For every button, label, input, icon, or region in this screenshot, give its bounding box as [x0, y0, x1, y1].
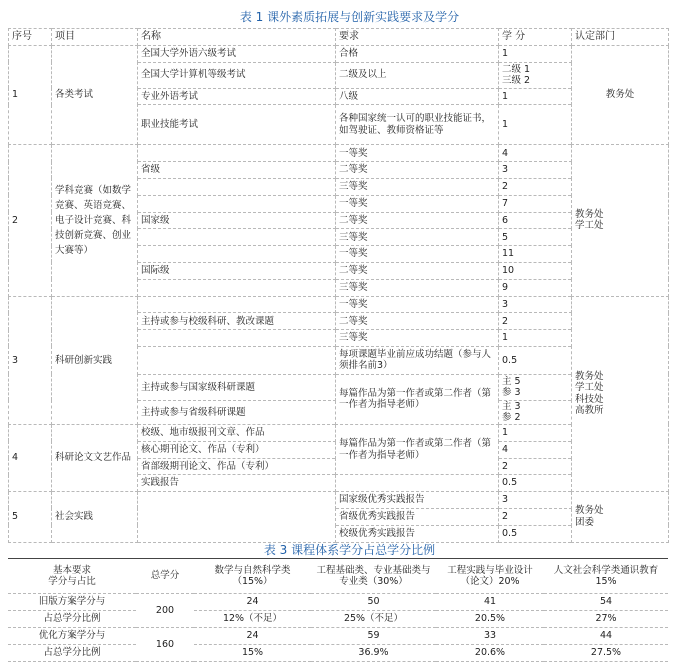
- row-req: 二等奖: [336, 313, 499, 330]
- row-name: [138, 229, 336, 246]
- row-req: 三等奖: [336, 330, 499, 347]
- header-dept: 认定部门: [572, 29, 669, 46]
- row-name: 核心期刊论文、作品（专利）: [138, 441, 336, 458]
- row-credit: 3: [499, 162, 572, 179]
- row-value: 25%（不足）: [311, 611, 436, 628]
- row-name: 国家级: [138, 212, 336, 229]
- table-row: [8, 628, 668, 645]
- row-item: 学科竞赛（如数学竞赛、英语竞赛、电子设计竞赛、科技创新竞赛、创业大赛等）: [52, 145, 138, 296]
- table-header-row: [8, 559, 668, 594]
- row-credit: 1: [499, 105, 572, 145]
- row-no: 1: [9, 45, 52, 145]
- row-req: 三等奖: [336, 178, 499, 195]
- row-dept: 教务处: [572, 45, 669, 145]
- header-total: 总学分: [136, 559, 194, 594]
- row-name: 专业外语考试: [138, 88, 336, 105]
- row-name: [138, 279, 336, 296]
- row-name: 实践报告: [138, 475, 336, 492]
- row-label: 旧版方案学分与: [8, 594, 136, 611]
- row-total: 200: [136, 594, 194, 628]
- row-name: 全国大学外语六级考试: [138, 45, 336, 62]
- header-no: 序号: [9, 29, 52, 46]
- header-col1: 数学与自然科学类（15%）: [194, 559, 311, 594]
- row-dept: 教务处 学工处: [572, 145, 669, 296]
- row-no: 3: [9, 296, 52, 424]
- row-name: 主持或参与省级科研课题: [138, 400, 336, 424]
- row-no: 2: [9, 145, 52, 296]
- row-label: 占总学分比例: [8, 611, 136, 628]
- row-req: 一等奖: [336, 296, 499, 313]
- row-credit: 11: [499, 246, 572, 263]
- row-item: 科研创新实践: [52, 296, 138, 424]
- row-req: 各种国家统一认可的职业技能证书，如驾驶证、教师资格证等: [336, 105, 499, 145]
- row-req: 二级及以上: [336, 62, 499, 88]
- row-req: 合格: [336, 45, 499, 62]
- row-req: 每篇作品为第一作者或第二作者（第一作者为指导老师）: [336, 374, 499, 424]
- row-credit: 1: [499, 424, 572, 441]
- table1-title: 表 1 课外素质拓展与创新实践要求及学分: [239, 10, 460, 24]
- table-row: [9, 145, 669, 162]
- row-total: 160: [136, 628, 194, 662]
- row-credit: 7: [499, 195, 572, 212]
- row-credit: 3: [499, 296, 572, 313]
- row-credit: 9: [499, 279, 572, 296]
- row-req: 一等奖: [336, 145, 499, 162]
- table-header-row: [9, 29, 669, 46]
- row-req: 三等奖: [336, 229, 499, 246]
- row-value: 27%: [544, 611, 668, 628]
- table-row: [9, 296, 669, 313]
- row-credit: 0.5: [499, 346, 572, 374]
- row-credit: 4: [499, 145, 572, 162]
- row-name: [138, 330, 336, 347]
- row-no: 5: [9, 492, 52, 542]
- row-credit: 1: [499, 330, 572, 347]
- table-course-credit-ratio: [8, 558, 668, 662]
- row-credit: 0.5: [499, 475, 572, 492]
- row-name: [138, 246, 336, 263]
- header-name: 名称: [138, 29, 336, 46]
- table-extracurricular-credits: [8, 28, 669, 543]
- row-name: 主持或参与校级科研、教改课题: [138, 313, 336, 330]
- row-credit: 10: [499, 262, 572, 279]
- row-name: [138, 145, 336, 162]
- row-req: 二等奖: [336, 212, 499, 229]
- row-req: 省级优秀实践报告: [336, 508, 499, 525]
- row-req: 三等奖: [336, 279, 499, 296]
- table-row: [9, 45, 669, 62]
- row-value: 27.5%: [544, 645, 668, 662]
- row-value: 24: [194, 628, 311, 645]
- header-col3: 工程实践与毕业设计（论文）20%: [436, 559, 544, 594]
- row-credit: 2: [499, 508, 572, 525]
- row-credit: 主 3 参 2: [499, 400, 572, 424]
- header-col2: 工程基础类、专业基础类与专业类（30%）: [311, 559, 436, 594]
- row-value: 36.9%: [311, 645, 436, 662]
- row-req: 每项课题毕业前应成功结题（参与人须排名前3）: [336, 346, 499, 374]
- row-credit: 2: [499, 178, 572, 195]
- row-dept: 教务处 学工处 科技处 高教所: [572, 296, 669, 492]
- table-row: [8, 594, 668, 611]
- row-value: 33: [436, 628, 544, 645]
- row-req: [336, 475, 499, 492]
- row-item: 科研论文文艺作品: [52, 424, 138, 491]
- row-name: 国际级: [138, 262, 336, 279]
- header-col4: 人文社会科学类通识教育 15%: [544, 559, 668, 594]
- row-value: 12%（不足）: [194, 611, 311, 628]
- row-label: 占总学分比例: [8, 645, 136, 662]
- header-corner-bottom: 学分与占比: [48, 576, 96, 587]
- row-name: [138, 492, 336, 542]
- table-row: [9, 492, 669, 509]
- row-name: 校级、地市级报刊文章、作品: [138, 424, 336, 441]
- header-item: 项目: [52, 29, 138, 46]
- row-credit: 主 5 参 3: [499, 374, 572, 400]
- row-value: 50: [311, 594, 436, 611]
- row-name: 职业技能考试: [138, 105, 336, 145]
- row-req: 八级: [336, 88, 499, 105]
- row-value: 24: [194, 594, 311, 611]
- row-value: 41: [436, 594, 544, 611]
- row-req: 一等奖: [336, 195, 499, 212]
- table2-title: 表 3 课程体系学分占总学分比例: [263, 543, 436, 557]
- table-row: [8, 645, 668, 662]
- row-name: [138, 195, 336, 212]
- row-credit: 0.5: [499, 525, 572, 542]
- row-value: 44: [544, 628, 668, 645]
- header-corner-top: 基本要求: [52, 564, 91, 576]
- row-name: [138, 178, 336, 195]
- row-credit: 1: [499, 88, 572, 105]
- row-credit: 1: [499, 45, 572, 62]
- row-credit: 4: [499, 441, 572, 458]
- row-name: [138, 296, 336, 313]
- row-value: 20.6%: [436, 645, 544, 662]
- row-req: 二等奖: [336, 162, 499, 179]
- row-credit: 2: [499, 458, 572, 475]
- row-name: 省部级期刊论文、作品（专利）: [138, 458, 336, 475]
- row-req: 国家级优秀实践报告: [336, 492, 499, 509]
- row-value: 15%: [194, 645, 311, 662]
- row-credit: 6: [499, 212, 572, 229]
- row-req: 校级优秀实践报告: [336, 525, 499, 542]
- row-req: 每篇作品为第一作者或第二作者（第一作者为指导老师）: [336, 424, 499, 474]
- row-name: 全国大学计算机等级考试: [138, 62, 336, 88]
- table-row: [9, 424, 669, 441]
- row-credit: 二级 1 三级 2: [499, 62, 572, 88]
- header-corner: [8, 559, 136, 594]
- row-dept: 教务处 团委: [572, 492, 669, 542]
- row-item: 社会实践: [52, 492, 138, 542]
- row-value: 54: [544, 594, 668, 611]
- row-name: [138, 346, 336, 374]
- row-credit: 2: [499, 313, 572, 330]
- row-item: 各类考试: [52, 45, 138, 145]
- row-value: 59: [311, 628, 436, 645]
- row-no: 4: [9, 424, 52, 491]
- row-credit: 3: [499, 492, 572, 509]
- row-req: 二等奖: [336, 262, 499, 279]
- row-req: 一等奖: [336, 246, 499, 263]
- row-name: 主持或参与国家级科研课题: [138, 374, 336, 400]
- row-label: 优化方案学分与: [8, 628, 136, 645]
- table-row: [8, 611, 668, 628]
- row-value: 20.5%: [436, 611, 544, 628]
- header-requirement: 要求: [336, 29, 499, 46]
- row-credit: 5: [499, 229, 572, 246]
- row-name: 省级: [138, 162, 336, 179]
- header-credit: 学 分: [499, 29, 572, 46]
